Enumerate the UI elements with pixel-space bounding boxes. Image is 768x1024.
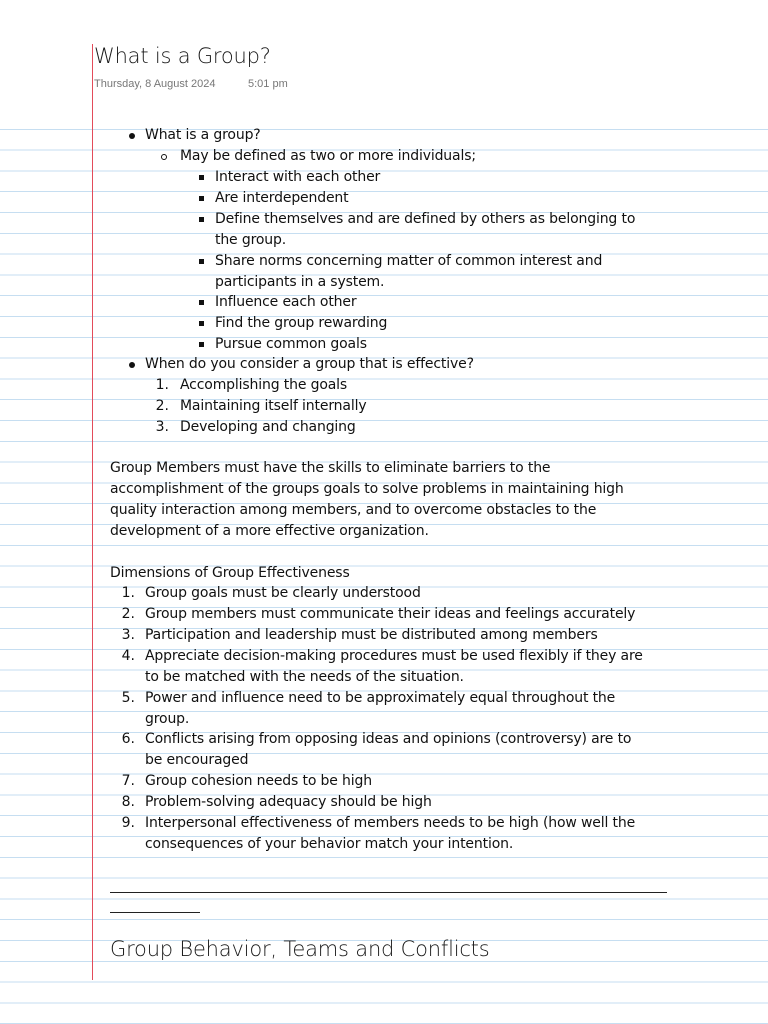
list-item-continued[interactable]: be encouraged	[145, 752, 249, 768]
list-number: 3.	[121, 627, 135, 643]
list-item[interactable]: Developing and changing	[180, 419, 356, 435]
square-bullet	[199, 342, 204, 347]
list-item[interactable]: Pursue common goals	[215, 336, 367, 352]
paragraph-line[interactable]: quality interaction among members, and to overcome obstacles to the	[110, 502, 597, 518]
square-bullet	[199, 217, 204, 222]
list-number: 9.	[121, 815, 135, 831]
square-bullet	[199, 321, 204, 326]
list-item[interactable]: Group cohesion needs to be high	[145, 773, 372, 789]
circle-bullet	[161, 154, 167, 160]
list-item[interactable]: Appreciate decision-making procedures must be used flexibly if they are	[145, 648, 643, 664]
page-date: Thursday, 8 August 2024	[94, 78, 216, 90]
underscore-divider	[110, 892, 667, 893]
underscore-divider-continued	[110, 912, 200, 913]
square-bullet	[199, 259, 204, 264]
list-item[interactable]: Find the group rewarding	[215, 315, 388, 331]
list-item[interactable]: Participation and leadership must be distributed among members	[145, 627, 598, 643]
list-item-continued[interactable]: group.	[145, 711, 190, 727]
list-item[interactable]: Interpersonal effectiveness of members needs to be high (how well the	[145, 815, 636, 831]
list-number: 2.	[155, 398, 169, 414]
list-item[interactable]: Group goals must be clearly understood	[145, 585, 421, 601]
list-item-continued[interactable]: participants in a system.	[215, 274, 385, 290]
disc-bullet	[129, 133, 135, 139]
list-item-continued[interactable]: the group.	[215, 232, 287, 248]
list-number: 1.	[121, 585, 135, 601]
paragraph-line[interactable]: Group Members must have the skills to eliminate barriers to the	[110, 460, 551, 476]
list-number: 4.	[121, 648, 135, 664]
square-bullet	[199, 196, 204, 201]
list-number: 6.	[121, 731, 135, 747]
list-item-continued[interactable]: consequences of your behavior match your intention.	[145, 836, 514, 852]
list-item[interactable]: Influence each other	[215, 294, 357, 310]
list-item[interactable]: Problem-solving adequacy should be high	[145, 794, 432, 810]
list-number: 8.	[121, 794, 135, 810]
list-item[interactable]: Accomplishing the goals	[180, 377, 348, 393]
disc-bullet	[129, 362, 135, 368]
dimensions-heading[interactable]: Dimensions of Group Effectiveness	[110, 565, 350, 581]
list-number: 3.	[155, 419, 169, 435]
page-time: 5:01 pm	[248, 78, 288, 90]
section-title[interactable]: Group Behavior, Teams and Conflicts	[110, 937, 490, 961]
list-item[interactable]: Interact with each other	[215, 169, 381, 185]
paragraph-line[interactable]: development of a more effective organization.	[110, 523, 429, 539]
outline-q1[interactable]: What is a group?	[145, 127, 261, 143]
outline-q1-sub[interactable]: May be defined as two or more individuals;	[180, 148, 476, 164]
list-item[interactable]: Define themselves and are defined by others as belonging to	[215, 211, 636, 227]
list-item[interactable]: Conflicts arising from opposing ideas and opinions (controversy) are to	[145, 731, 632, 747]
list-item[interactable]: Group members must communicate their ideas and feelings accurately	[145, 606, 636, 622]
square-bullet	[199, 175, 204, 180]
list-item-continued[interactable]: to be matched with the needs of the situation.	[145, 669, 464, 685]
list-item[interactable]: Power and influence need to be approximately equal throughout the	[145, 690, 616, 706]
list-number: 1.	[155, 377, 169, 393]
list-number: 7.	[121, 773, 135, 789]
list-number: 5.	[121, 690, 135, 706]
list-item[interactable]: Maintaining itself internally	[180, 398, 367, 414]
outline-q2[interactable]: When do you consider a group that is effective?	[145, 356, 474, 372]
list-item[interactable]: Share norms concerning matter of common interest and	[215, 253, 603, 269]
page-title[interactable]: What is a Group?	[94, 44, 271, 68]
paragraph-line[interactable]: accomplishment of the groups goals to solve problems in maintaining high	[110, 481, 624, 497]
list-item[interactable]: Are interdependent	[215, 190, 349, 206]
square-bullet	[199, 300, 204, 305]
list-number: 2.	[121, 606, 135, 622]
